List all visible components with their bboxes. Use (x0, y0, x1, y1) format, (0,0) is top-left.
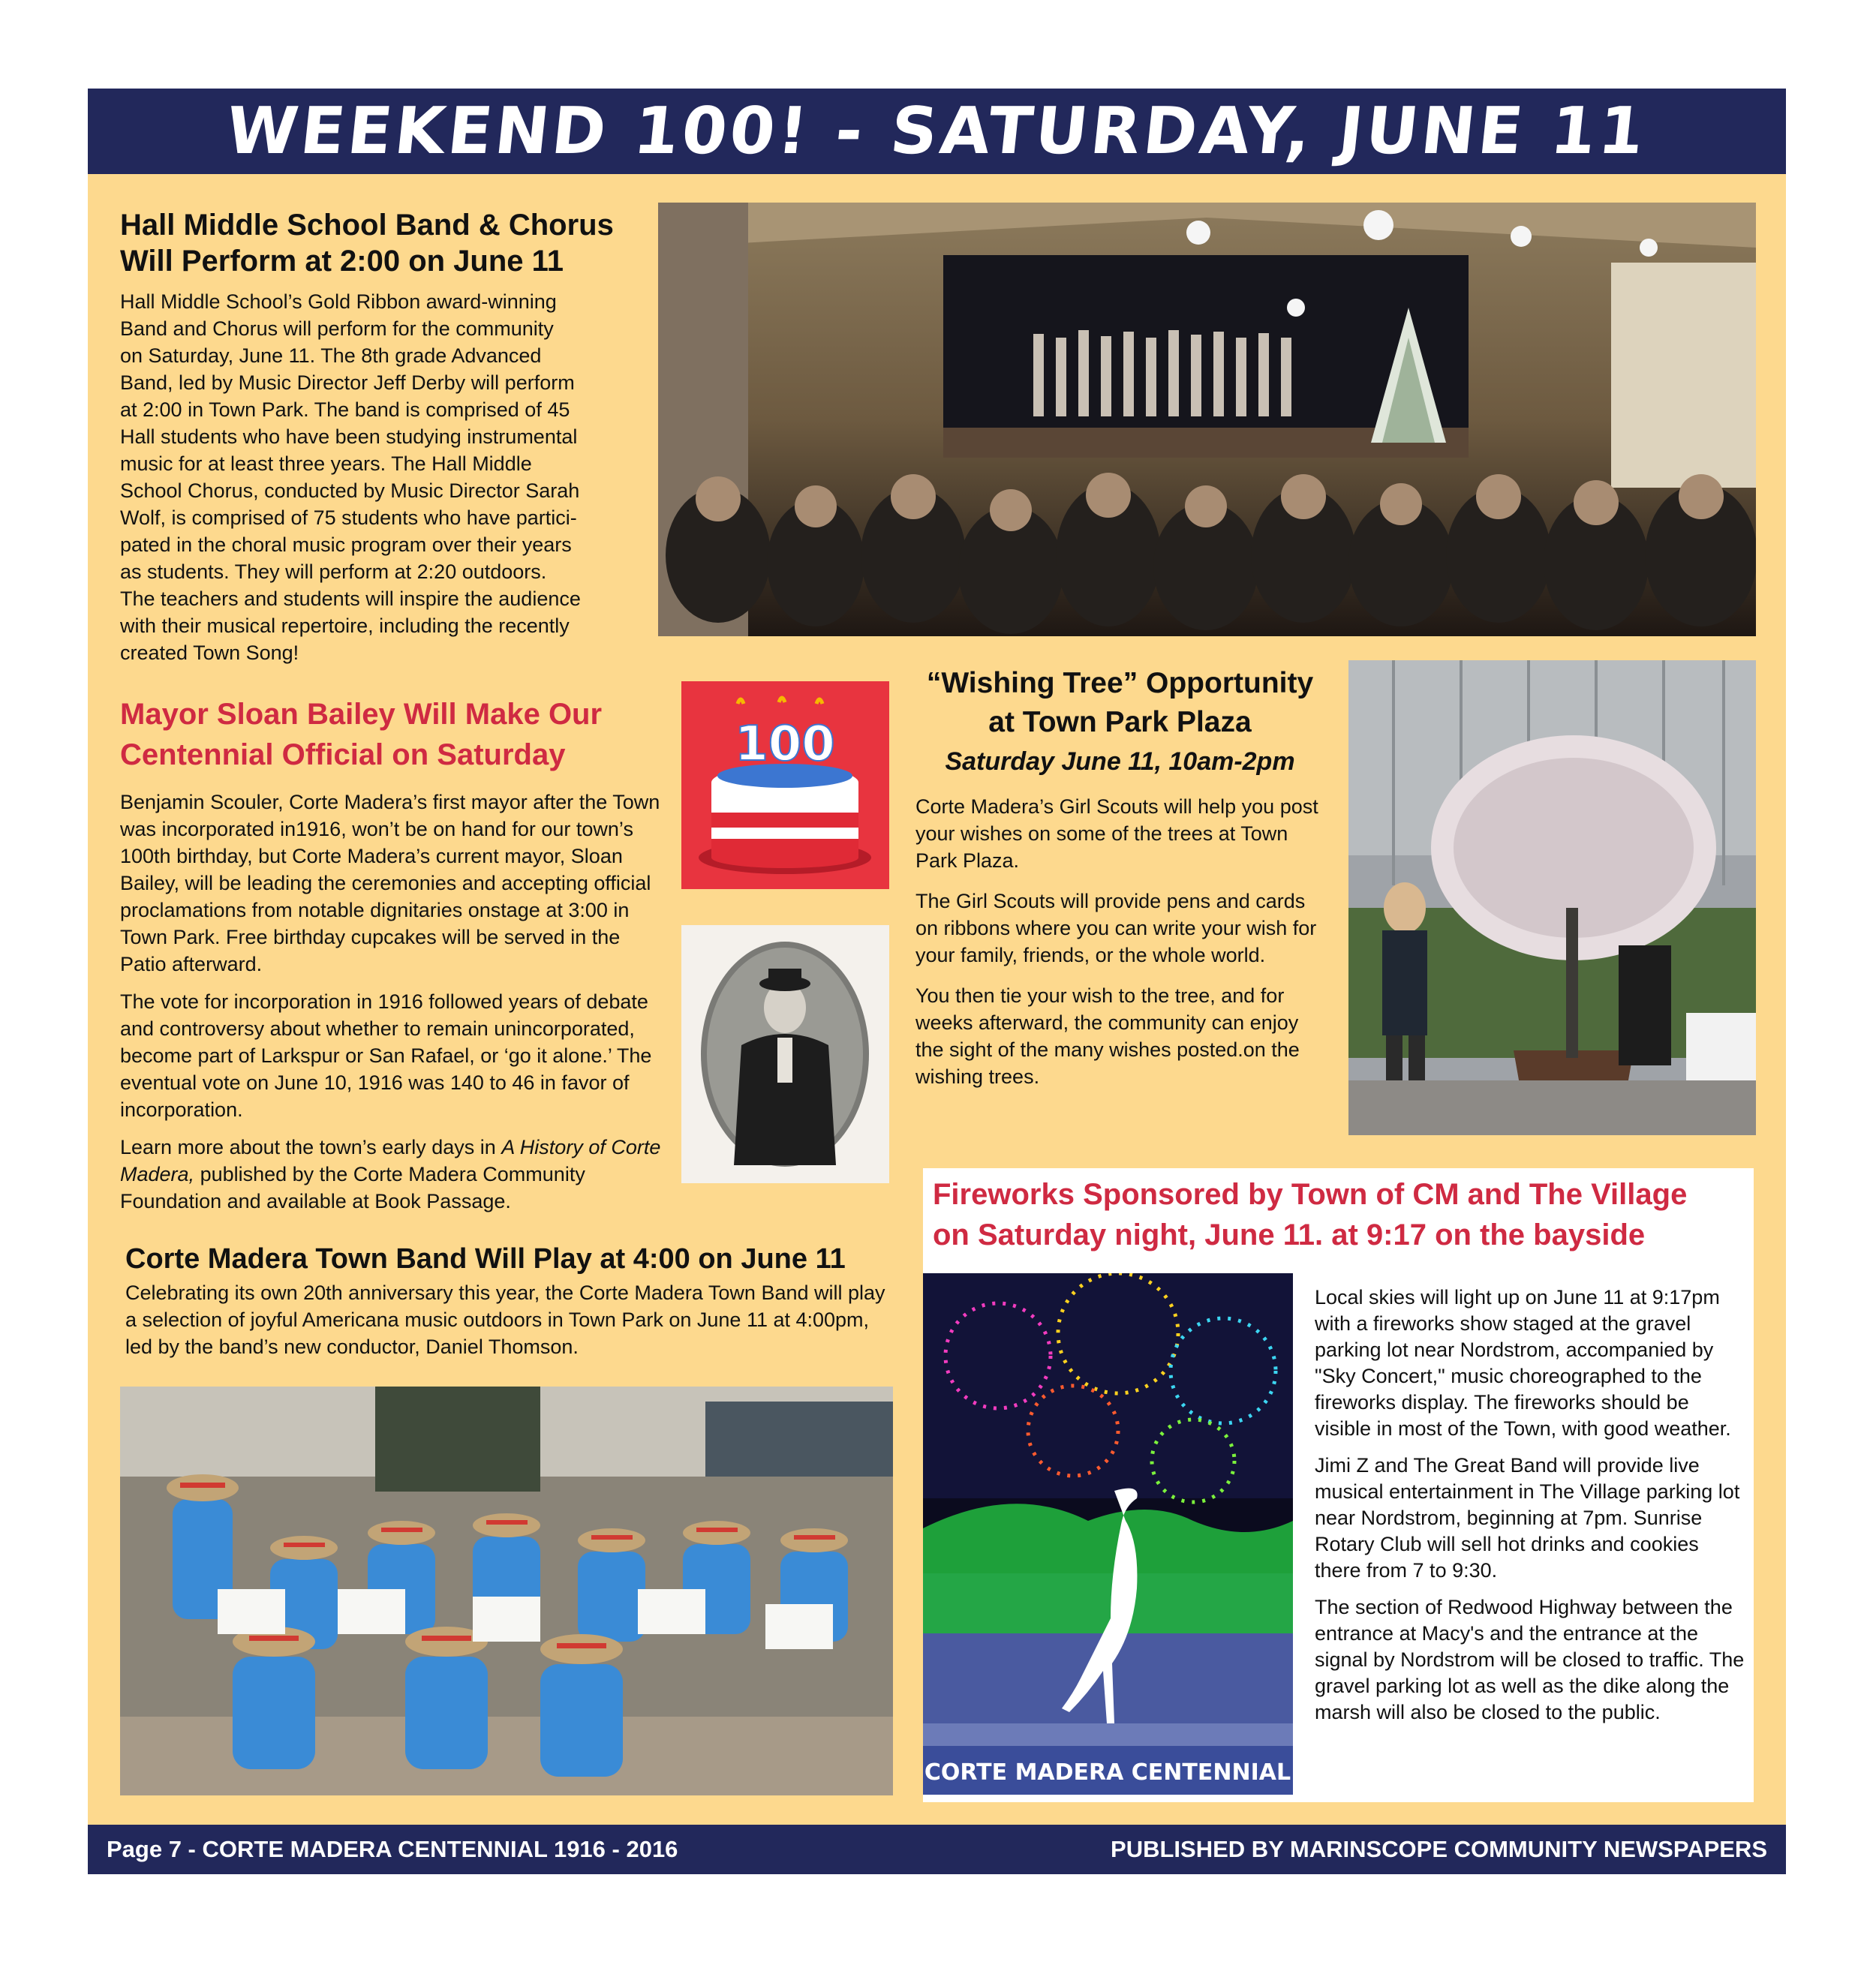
mayor-heading-line2: Centennial Official on Saturday (120, 738, 566, 771)
hall-article (120, 207, 653, 666)
first-mayor-portrait (681, 925, 889, 1183)
footer-left: Page 7 - CORTE MADERA CENTENNIAL 1916 - 2016 (107, 1836, 678, 1862)
town-band-photo (120, 1387, 893, 1795)
mayor-paragraph-1: Benjamin Scouler, Corte Madera’s first mayor after the Town was incorporated in1916, won’t be on hand for our town’s 100th birthday, but Corte Madera’s current mayor, Sloan Bailey, will be leading the ceremonies and accepting official proclamations from notable dignitaries onstage at 3:00 in Town Park. Free birthday cupcakes will be served in the Patio afterward. (120, 791, 660, 975)
town-band-body: Celebrating its own 20th anniversary this year, the Corte Madera Town Band will play a selection of joyful Americana music outdoors in Town Park on June 11 at 4:00pm, led by the band’s new conductor, Daniel Thomson. (125, 1281, 885, 1358)
fireworks-heading (933, 1174, 1751, 1255)
town-band-article (125, 1242, 898, 1360)
mayor-paragraph-3 (120, 1134, 668, 1215)
hall-body-line: Band and Chorus will perform for the community (120, 317, 554, 340)
hall-body-line: created Town Song! (120, 641, 299, 664)
mayor-paragraph-2: The vote for incorporation in 1916 followed years of debate and controversy about whether to remain unincorporated, become part of Larkspur or San Rafael, or ‘go it alone.’ The eventual vote on June 10, 1916 was 140 to 46 in favor of incorporation. (120, 990, 652, 1121)
mayor-article (120, 694, 668, 1225)
wishing-subheading: Saturday June 11, 10am-2pm (945, 747, 1295, 776)
hall-heading-line2: Will Perform at 2:00 on June 11 (120, 245, 564, 278)
fireworks-poster (923, 1273, 1293, 1795)
page-footer (88, 1825, 1786, 1874)
hall-body-line: music for at least three years. The Hall Middle (120, 452, 532, 475)
fireworks-heading-line2: on Saturday night, June 11. at 9:17 on the bayside (933, 1218, 1646, 1251)
mayor-p3-book-title: A History of Corte Madera, (120, 1136, 661, 1185)
poster-caption: CORTE MADERA CENTENNIAL (924, 1759, 1291, 1786)
wishing-body (915, 793, 1324, 1090)
hall-body-line: Wolf, is comprised of 75 students who have partici- (120, 506, 577, 529)
hall-body-line: Hall students who have been studying instrumental (120, 425, 578, 448)
hall-body (120, 288, 653, 666)
heron-poster-image (923, 1273, 1293, 1795)
fireworks-body (1315, 1284, 1746, 1736)
wishing-heading-line2: at Town Park Plaza (988, 706, 1252, 738)
wishing-paragraph-1: Corte Madera’s Girl Scouts will help you post your wishes on some of the trees at Town Park Plaza. (915, 795, 1318, 872)
mayor-body (120, 789, 668, 1215)
hall-body-line: Band, led by Music Director Jeff Derby will perform (120, 371, 575, 394)
birthday-cake-image (681, 681, 889, 889)
mayor-p3-text-end: published by the Corte Madera Community Foundation and available at Book Passage. (120, 1163, 585, 1212)
banner-title: WEEKEND 100! - SATURDAY, JUNE 11 (223, 94, 1651, 169)
fireworks-paragraph-2: Jimi Z and The Great Band will provide live musical entertainment in The Village parking lot near Nordstrom, beginning at 7pm. Sunrise Rotary Club will sell hot drinks and cookies there from 7 to 9:30. (1315, 1454, 1740, 1582)
wishing-tree-image (1348, 660, 1756, 1135)
wishing-tree-article (915, 664, 1324, 1101)
concert-photo (658, 203, 1756, 636)
fireworks-heading-line1: Fireworks Sponsored by Town of CM and The Village (933, 1178, 1688, 1211)
town-band-image (120, 1387, 893, 1795)
mayor-p3-text: Learn more about the town’s early days in (120, 1136, 502, 1158)
hall-body-line: as students. They will perform at 2:20 outdoors. (120, 560, 547, 583)
hall-body-line: The teachers and students will inspire the audience (120, 587, 581, 610)
hall-body-line: School Chorus, conducted by Music Director Sarah (120, 479, 580, 502)
cake-icon (681, 681, 889, 889)
hall-body-line: Hall Middle School’s Gold Ribbon award-winning (120, 290, 557, 313)
cake-candles: 100 (735, 717, 835, 772)
portrait-image (681, 925, 889, 1183)
concert-photo-image (658, 203, 1756, 636)
hall-heading-line1: Hall Middle School Band & Chorus (120, 209, 614, 242)
page-banner (88, 89, 1786, 174)
hall-body-line: on Saturday, June 11. The 8th grade Advanced (120, 344, 542, 367)
hall-body-line: pated in the choral music program over their years (120, 533, 572, 556)
wishing-heading-line1: “Wishing Tree” Opportunity (926, 667, 1314, 699)
fireworks-paragraph-1: Local skies will light up on June 11 at 9:17pm with a fireworks show staged at the gravel parking lot near Nordstrom, accompanied by "Sky Concert," music choreographed to the fireworks display. The fireworks should be visible in most of the Town, with good weather. (1315, 1286, 1731, 1440)
footer-right: PUBLISHED BY MARINSCOPE COMMUNITY NEWSPAPERS (1111, 1836, 1767, 1862)
fireworks-paragraph-3: The section of Redwood Highway between the entrance at Macy's and the entrance at the signal by Nordstrom will be closed to traffic. The gravel parking lot as well as the dike along the marsh will also be closed to the public. (1315, 1596, 1745, 1723)
mayor-heading-line1: Mayor Sloan Bailey Will Make Our (120, 698, 603, 731)
wishing-tree-photo (1348, 660, 1756, 1135)
wishing-paragraph-2: The Girl Scouts will provide pens and cards on ribbons where you can write your wish for your family, friends, or the whole world. (915, 890, 1317, 966)
wishing-paragraph-3: You then tie your wish to the tree, and for weeks afterward, the community can enjoy the sight of the many wishes posted.on the wishing trees. (915, 984, 1300, 1088)
hall-body-line: with their musical repertoire, including the recently (120, 614, 570, 637)
town-band-heading: Corte Madera Town Band Will Play at 4:00 on June 11 (125, 1243, 846, 1275)
hall-body-line: at 2:00 in Town Park. The band is comprised of 45 (120, 398, 570, 421)
